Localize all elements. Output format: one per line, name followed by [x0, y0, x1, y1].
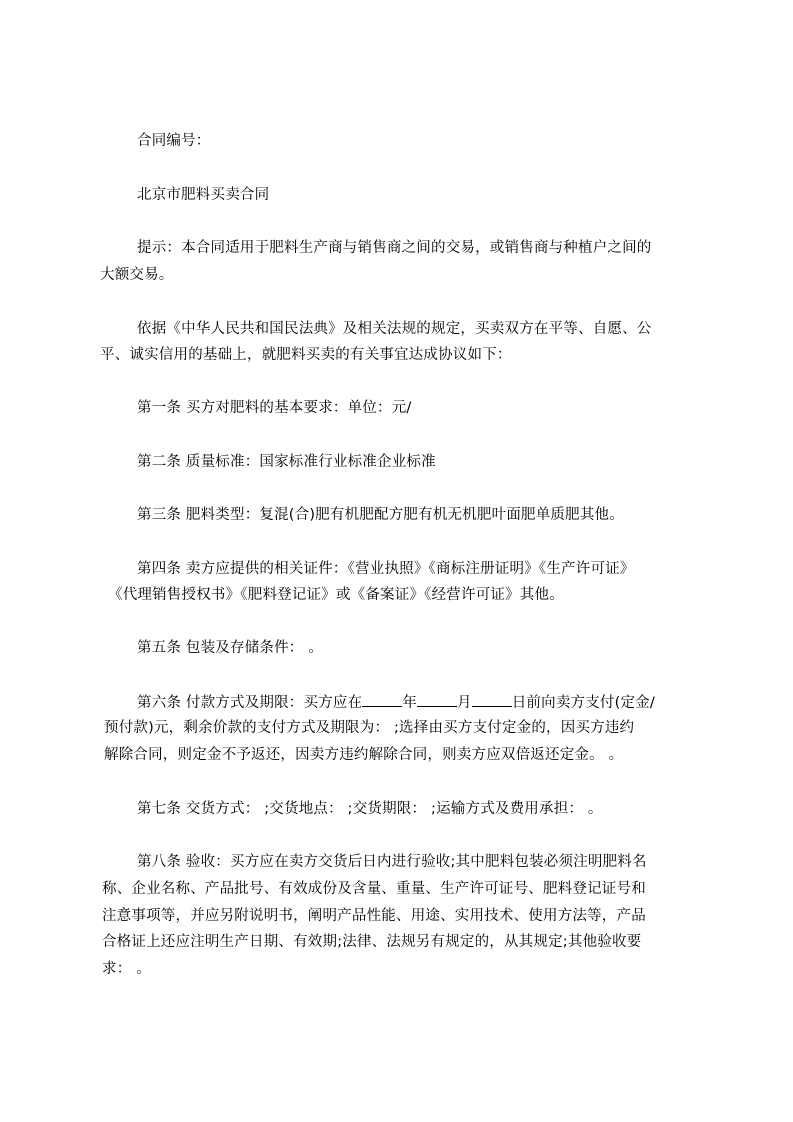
article-6-line-3: 解除合同，则定金不予返还，因卖方违约解除合同，则卖方应双倍返还定金。 。 — [104, 747, 624, 763]
article-6-line-1 — [137, 692, 655, 713]
tip-line-1: 提示：本合同适用于肥料生产商与销售商之间的交易，或销售商与种植户之间的 — [137, 240, 652, 256]
contract-number-label: 合同编号： — [137, 133, 211, 149]
month-blank — [417, 692, 457, 707]
article-8-line-3: 注意事项等，并应另附说明书，阐明产品性能、用途、实用技术、使用方法等，产品 — [102, 908, 646, 924]
article-6-line-1-end: 日前向卖方支付(定金/ — [511, 695, 655, 711]
article-3: 第三条 肥料类型：复混(合)肥有机肥配方肥有机无机肥叶面肥单质肥其他。 — [137, 507, 624, 523]
article-4-line-2: 《代理销售授权书》《肥料登记证》或《备案证》《经营许可证》其他。 — [108, 587, 564, 603]
year-label: 年 — [402, 695, 418, 711]
year-blank — [362, 692, 402, 707]
article-8-line-1: 第八条 验收：买方应在卖方交货后日内进行验收;其中肥料包装必须注明肥料名 — [137, 854, 647, 870]
preamble-line-1: 依据《中华人民共和国民法典》及相关法规的规定，买卖双方在平等、自愿、公 — [137, 321, 652, 337]
article-7: 第七条 交货方式： ;交货地点： ;交货期限： ;运输方式及费用承担： 。 — [137, 801, 603, 817]
article-8-line-5: 求： 。 — [102, 961, 151, 977]
day-blank — [472, 692, 512, 707]
month-label: 月 — [457, 695, 472, 711]
article-5: 第五条 包装及存储条件： 。 — [137, 640, 324, 656]
article-6-line-1-start: 第六条 付款方式及期限：买方应在 — [137, 695, 363, 711]
contract-title: 北京市肥料买卖合同 — [137, 187, 270, 203]
article-8-line-2: 称、企业名称、产品批号、有效成份及含量、重量、生产许可证号、肥料登记证号和 — [102, 881, 646, 897]
preamble-line-2: 平、诚实信用的基础上，就肥料买卖的有关事宜达成协议如下： — [100, 347, 512, 363]
article-4-line-1: 第四条 卖方应提供的相关证件：《营业执照》《商标注册证明》《生产许可证》 — [137, 561, 635, 577]
tip-line-2: 大额交易。 — [100, 267, 174, 283]
article-2: 第二条 质量标准：国家标准行业标准企业标准 — [137, 454, 436, 470]
article-6-line-2: 预付款)元，剩余价款的支付方式及期限为： ;选择由买方支付定金的，因买方违约 — [104, 720, 635, 736]
article-8-line-4: 合格证上还应注明生产日期、有效期;法律、法规另有规定的，从其规定;其他验收要 — [102, 934, 642, 950]
article-1: 第一条 买方对肥料的基本要求：单位：元/ — [137, 400, 412, 416]
